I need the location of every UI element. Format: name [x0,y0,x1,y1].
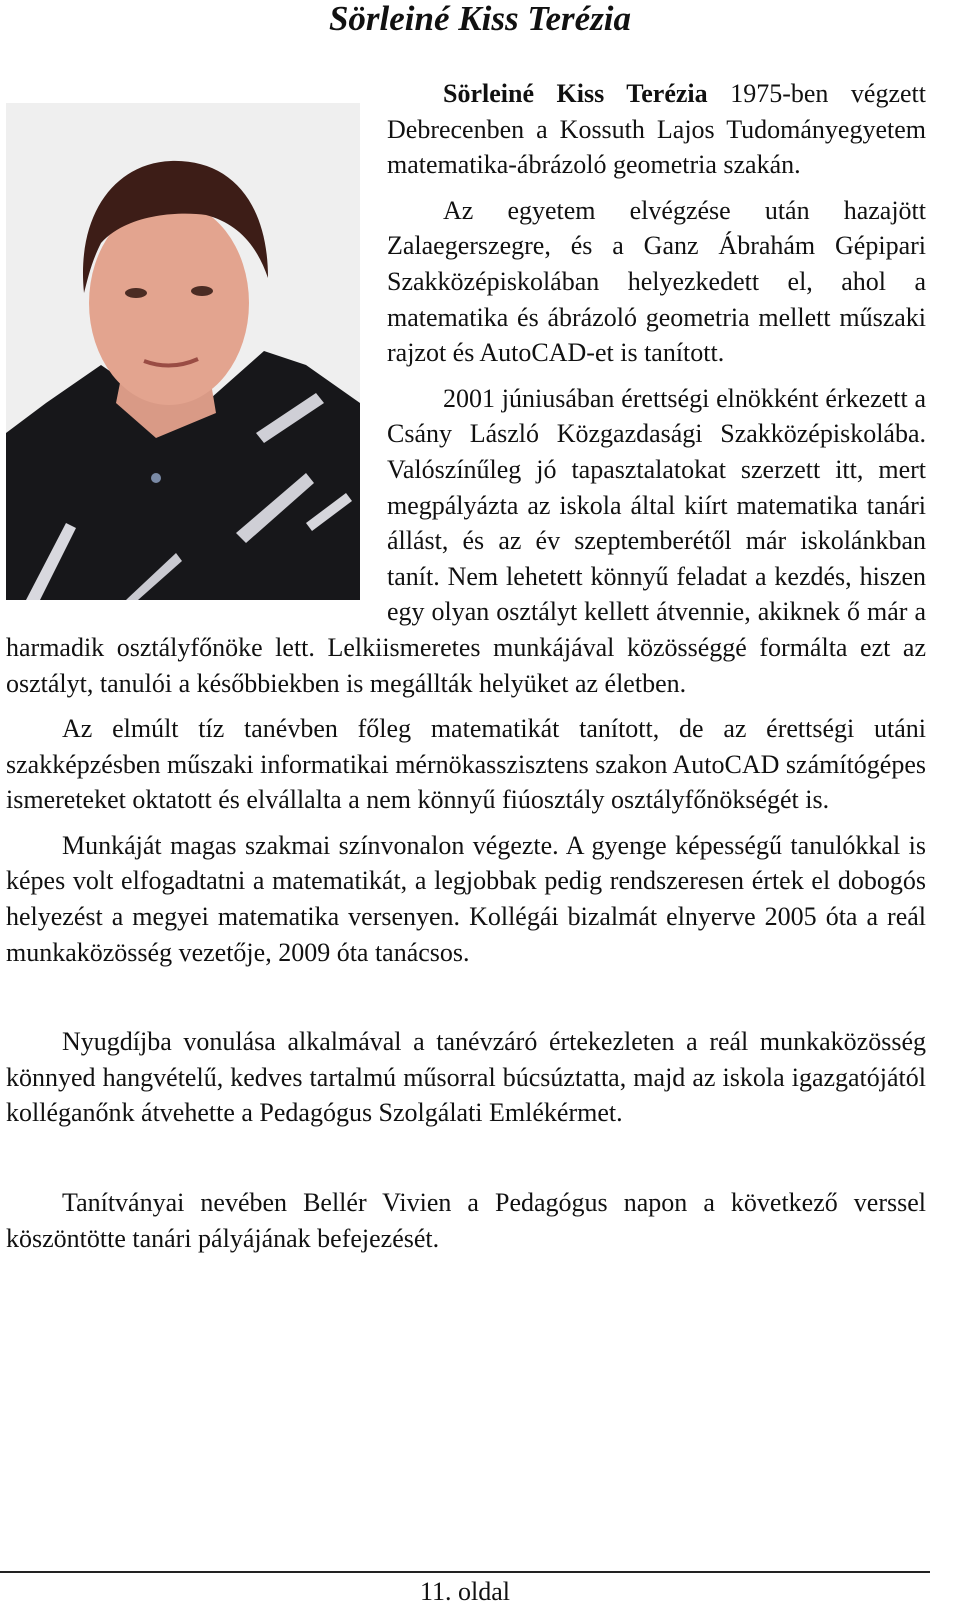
page-title: Sörleiné Kiss Terézia [328,0,632,38]
paragraph-poem-intro: Tanítványai nevében Bellér Vivien a Pedagógus napon a következő verssel köszöntötte tanári pályájának befejezését. [6,1188,926,1253]
intro-text: 1975-ben végzett Debrecenben a Kossuth Lajos Tudományegyetem matematika-ábrázoló geometria szakán. [387,79,926,180]
portrait-photo [6,103,360,600]
paragraph-2001: 2001 júniusában érettségi elnökként érkezett a Csány László Közgazdasági Szakközépiskolába. Valószínűleg jó tapasztalatokat szerzett itt, mert megpályázta az iskola által kiírt matematika tanári állást, és az év szeptemberétől már iskolánkban tanít. Nem lehetett könnyű feladat a kezdés, hiszen egy olyan osztályt kellett átvennie, akiknek ő már a harmadik osztályfőnöke lett. Lelkiismeretes munkájával közösséggé formálta ezt az osztályt, tanulói a későbbiekben is megállták helyüket az életben. [6,383,926,698]
footer-divider [0,1571,930,1573]
intro-name: Sörleiné Kiss Terézia [443,79,708,108]
paragraph-work: Munkáját magas szakmai színvonalon végezte. A gyenge képességű tanulókkal is képes volt elfogadtatni a matematikát, a legjobbak pedig rendszeresen értek el dobogós helyezést a megyei matematika versenyen. Kollégái bizalmát elnyerve 2005 óta a reál munkaközösség vezetője, 2009 óta tanácsos. [6,830,926,967]
paragraph-teaching: Az elmúlt tíz tanévben főleg matematikát tanított, de az érettségi utáni szakképzésben műszaki informatikai mérnökasszisztens szakon AutoCAD számítógépes ismereteket oktatott és elvállalta a nem könnyű fiúosztály osztályfőnökségét is. [6,714,926,815]
portrait-image [6,103,360,600]
paragraph-retirement: Nyugdíjba vonulása alkalmával a tanévzáró értekezleten a reál munkaközösség könnyed hangvételű, kedves tartalmú műsorral búcsúztatta, majd az iskola igazgatójától kolléganőnk átvehette a Pedagógus Szolgálati Emlékérmet. [6,1027,926,1128]
paragraph-career: Az egyetem elvégzése után hazajött Zalaegerszegre, és a Ganz Ábrahám Gépipari Szakközépiskolában helyezkedett el, ahol a matematika és ábrázoló geometria mellett műszaki rajzot és AutoCAD-et is tanított. [387,195,926,368]
page-number: 11. oldal [419,1577,511,1606]
article-body [6,76,926,1256]
